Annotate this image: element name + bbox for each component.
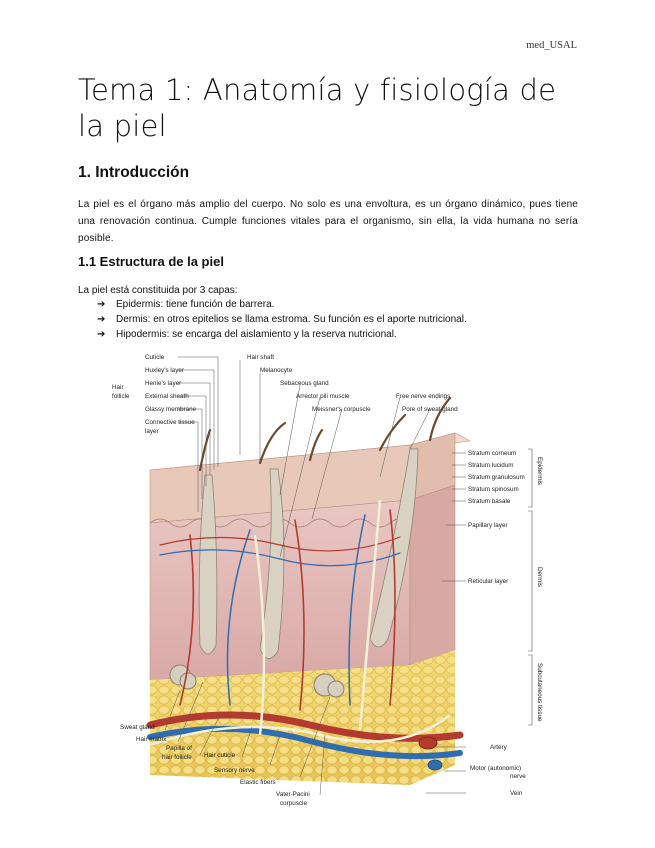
label-follicle: follicle — [112, 393, 130, 400]
label-hair-matrix: Hair matrix — [136, 736, 167, 743]
label-sweat-pore: Pore of sweat gland — [402, 406, 458, 413]
label-stratum-granulosum: Stratum granulosum — [468, 474, 525, 481]
label-reticular-layer: Reticular layer — [468, 578, 509, 585]
layers-intro: La piel está constituida por 3 capas: — [78, 285, 238, 296]
label-vein: Vein — [510, 790, 523, 797]
label-meissner: Meissner's corpuscle — [312, 406, 371, 413]
section-heading-introduccion: 1. Introducción — [78, 164, 190, 181]
label-stratum-basale: Stratum basale — [468, 498, 511, 505]
label-papilla-of: Papilla of — [166, 745, 192, 752]
label-subcutaneous: Subcutaneous tissue — [536, 663, 543, 722]
label-glassy-membrane: Glassy membrane — [145, 406, 197, 413]
label-motor-nerve-2: nerve — [510, 773, 526, 780]
label-hair-cuticle: Hair cuticle — [204, 752, 236, 759]
arrow-icon: ➔ — [97, 314, 106, 325]
label-connective-layer: layer — [145, 428, 159, 435]
arrow-icon: ➔ — [97, 299, 106, 310]
label-sweat-gland: Sweat gland — [120, 724, 155, 731]
label-hair-shaft: Hair shaft — [247, 354, 274, 361]
label-stratum-corneum: Stratum corneum — [468, 450, 517, 457]
label-huxley: Huxley's layer — [145, 367, 184, 374]
region-brackets — [528, 449, 532, 725]
header-brand: med_USAL — [526, 40, 577, 51]
label-epidermis: Epidermis — [536, 457, 543, 485]
label-vater-pacini: Vater-Pacini — [276, 791, 310, 798]
list-item: ➔ Hipodermis: se encarga del aislamiento y la reserva nutricional. — [97, 329, 397, 340]
label-external-sheath: External sheath — [145, 393, 189, 400]
label-free-nerve-endings: Free nerve endings — [396, 393, 451, 400]
label-dermis: Dermis — [536, 567, 543, 587]
label-vater-pacini-corpuscle: corpuscle — [280, 800, 307, 807]
skin-anatomy-figure — [110, 345, 550, 815]
page-title: Tema 1: Anatomía y fisiología de la piel — [78, 73, 557, 143]
label-cuticle: Cuticle — [145, 354, 165, 361]
label-hair: Hair — [112, 384, 124, 391]
list-item: ➔ Dermis: en otros epitelios se llama estroma. Su función es el aporte nutricional. — [97, 314, 467, 325]
label-papillary-layer: Papillary layer — [468, 522, 508, 529]
label-stratum-spinosum: Stratum spinosum — [468, 486, 519, 493]
label-sebaceous-gland: Sebaceous gland — [280, 380, 329, 387]
label-elastic-fibers: Elastic fibers — [240, 779, 276, 786]
label-stratum-lucidum: Stratum lucidum — [468, 462, 514, 469]
label-sensory-nerve: Sensory nerve — [214, 767, 255, 774]
intro-paragraph: La piel es el órgano más amplio del cuerpo. No solo es una envoltura, es un órgano dinámico, pues tiene una renovación continua. Cumple funciones vitales para el organismo, sin ella, la vida humana no sería posible. — [78, 199, 578, 244]
label-henle: Henle's layer — [145, 380, 182, 387]
label-melanocyte: Melanocyte — [260, 367, 293, 374]
label-artery: Artery — [490, 744, 507, 751]
arrow-icon: ➔ — [97, 329, 106, 340]
label-motor-nerve: Motor (autonomic) — [470, 765, 522, 772]
list-item: ➔ Epidermis: tiene función de barrera. — [97, 299, 275, 310]
section-heading-estructura: 1.1 Estructura de la piel — [78, 254, 224, 269]
label-arrector-pili: Arrector pili muscle — [296, 393, 350, 400]
label-papilla-hair-follicle: hair follicle — [162, 754, 192, 761]
layers-list — [97, 297, 467, 342]
label-connective-tissue: Connective tissue — [145, 419, 195, 426]
